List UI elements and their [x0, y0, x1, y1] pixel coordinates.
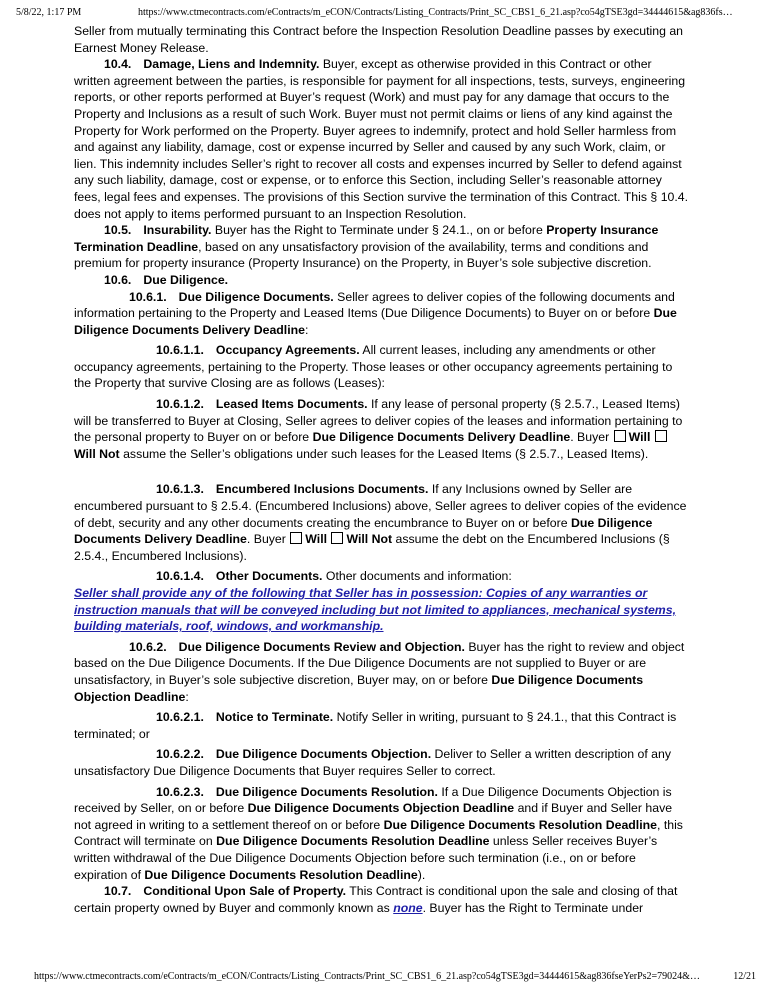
- section-10-4: [74, 56, 690, 222]
- intro-paragraph: Seller from mutually terminating this Contract before the Inspection Resolution Deadline passes by executing an Earnest Money Release.: [74, 24, 684, 55]
- section-10-6: [74, 272, 690, 289]
- section-text: ).: [417, 867, 426, 882]
- section-text: unless Seller receives Buyer’s written withdrawal of the Due Diligence Documents Objection before such termination (i.e., on or before expiration of: [74, 834, 658, 882]
- section-title: Notice to Terminate.: [215, 710, 334, 725]
- section-10-6-1: [74, 289, 690, 339]
- section-10-6-1-3: [74, 481, 690, 564]
- contract-body: [74, 23, 690, 916]
- section-title: Encumbered Inclusions Documents.: [215, 482, 429, 497]
- section-title: Due Diligence Documents Resolution.: [215, 784, 438, 799]
- section-10-6-2-2: [74, 746, 690, 779]
- section-text: Seller agrees to deliver copies of the following documents and information pertaining to the Property and Leased Items (Due Diligence Documents) to Buyer on or before: [74, 289, 675, 321]
- section-text: , this Contract will terminate on: [74, 817, 683, 849]
- will-not-checkbox[interactable]: [655, 430, 667, 442]
- section-text: If any lease of personal property (§ 2.5.7., Leased Items) will be transferred to Buyer at Closing, Seller agrees to deliver copies of the leases and information pertaining to the personal property to Buyer on or before: [74, 397, 683, 445]
- property-address-link[interactable]: none: [393, 900, 423, 915]
- section-text: , based on any unsatisfactory provision of the availability, terms and conditions and premium for property insurance (Property Insurance) on the Property, in Buyer’s sole subjective discretion.: [74, 239, 652, 271]
- section-10-6-2-3: [74, 784, 690, 884]
- section-number: 10.6.: [104, 272, 132, 287]
- print-footer-url: https://www.ctmecontracts.com/eContracts/m_eCON/Contracts/Listing_Contracts/Print_SC_CBS1_6_21.asp?co54gTSE3gd=34444615&ag836fseYerPs2=79024&…: [34, 971, 700, 982]
- section-number: 10.6.1.4.: [156, 569, 204, 584]
- section-title: Conditional Upon Sale of Property.: [143, 884, 347, 899]
- print-datetime: 5/8/22, 1:17 PM: [16, 7, 82, 18]
- will-not-label: Will Not: [74, 446, 120, 461]
- section-number: 10.6.2.3.: [156, 784, 204, 799]
- deadline-term: Due Diligence Documents Objection Deadline: [247, 801, 515, 816]
- deadline-term: Property Insurance Termination Deadline: [74, 223, 659, 254]
- section-text: :: [185, 689, 189, 704]
- section-text: If a Due Diligence Documents Objection is received by Seller, on or before: [74, 784, 672, 816]
- section-text: If any Inclusions owned by Seller are encumbered pursuant to § 2.5.4. (Encumbered Inclusions) above, Seller agrees to deliver copies of the evidence of debt, security and any other documents creating the encumbrance to Buyer on or before: [74, 482, 687, 530]
- deadline-term: Due Diligence Documents Objection Deadline: [74, 672, 644, 704]
- will-checkbox[interactable]: [614, 430, 626, 442]
- section-text: Notify Seller in writing, pursuant to § 24.1., that this Contract is terminated; or: [74, 710, 677, 741]
- section-number: 10.6.1.: [129, 289, 167, 304]
- will-checkbox[interactable]: [290, 532, 302, 544]
- section-title: Leased Items Documents.: [215, 397, 368, 412]
- section-text: assume the debt on the Encumbered Inclusions (§ 2.5.4., Encumbered Inclusions).: [74, 532, 670, 563]
- section-10-6-1-4: [74, 568, 690, 585]
- section-title: Due Diligence Documents Objection.: [215, 747, 432, 762]
- section-title: Due Diligence Documents.: [178, 289, 334, 304]
- deadline-term: Due Diligence Documents Delivery Deadline: [74, 306, 677, 337]
- print-footer: [34, 971, 756, 985]
- section-10-6-1-1: [74, 342, 690, 392]
- section-text: Other documents and information:: [325, 569, 512, 584]
- section-title: Insurability.: [143, 223, 212, 238]
- section-10-6-2-1: [74, 709, 690, 742]
- section-title: Other Documents.: [215, 569, 323, 584]
- deadline-term: Due Diligence Documents Delivery Deadline: [312, 430, 571, 445]
- other-documents-entry: [74, 585, 690, 635]
- will-not-checkbox[interactable]: [331, 532, 343, 544]
- other-documents-link[interactable]: Seller shall provide any of the following that Seller has in possession: Copies of any warranties or instruction manuals that will be conveyed including but not limited to appliances, mechanical systems, building materials, roof, windows, and workmanship.: [74, 586, 676, 634]
- section-number: 10.6.2.1.: [156, 710, 204, 725]
- section-10-7: [74, 883, 690, 916]
- section-text: This Contract is conditional upon the sale and closing of that certain property owned by Buyer and commonly known as: [74, 884, 678, 915]
- section-number: 10.4.: [104, 57, 132, 72]
- section-number: 10.6.2.: [129, 639, 167, 654]
- section-text: and if Buyer and Seller have not agreed in writing to a settlement thereof on or before: [74, 801, 673, 832]
- section-number: 10.6.1.1.: [156, 343, 204, 358]
- section-number: 10.7.: [104, 884, 132, 899]
- section-text: . Buyer: [570, 430, 610, 445]
- section-number: 10.5.: [104, 223, 132, 238]
- deadline-term: Due Diligence Documents Delivery Deadline: [74, 515, 653, 547]
- section-title: Occupancy Agreements.: [215, 343, 360, 358]
- section-title: Damage, Liens and Indemnity.: [143, 57, 320, 72]
- deadline-term: Due Diligence Documents Resolution Deadline: [383, 817, 657, 832]
- will-not-label: Will Not: [346, 532, 393, 547]
- section-number: 10.6.1.3.: [156, 482, 204, 497]
- deadline-term: Due Diligence Documents Resolution Deadline: [216, 834, 490, 849]
- section-text: Deliver to Seller a written description of any unsatisfactory Due Diligence Documents that Buyer requires Seller to correct.: [74, 747, 672, 778]
- section-text: Buyer has the Right to Terminate under § 24.1., on or before: [214, 223, 543, 238]
- section-number: 10.6.1.2.: [156, 397, 204, 412]
- section-text: . Buyer: [246, 532, 286, 547]
- section-text: :: [305, 322, 309, 337]
- section-title: Due Diligence.: [143, 272, 229, 287]
- section-title: Due Diligence Documents Review and Objection.: [178, 639, 465, 654]
- section-10-6-1-2: [74, 396, 690, 462]
- will-label: Will: [628, 430, 651, 445]
- section-text: Buyer, except as otherwise provided in this Contract or other written agreement between the parties, is responsible for payment for all inspections, tests, surveys, engineering reports, or other reports performed at Buyer’s request (Work) and must pay for any damage that occurs to the Property and Inclusions as a result of such Work. Buyer must not permit claims or liens of any kind against the Property for Work performed on the Property. Buyer agrees to indemnify, protect and hold Seller harmless from and against any liability, damage, cost or expense incurred by Seller and caused by any such Work, claim, or lien. This indemnity includes Seller’s right to recover all costs and expenses incurred by Seller to defend against any such liability, damage, cost or expense, or to enforce this Section, including Seller’s reasonable attorney fees, legal fees and expenses. The provisions of this Section survive the termination of this Contract. This § 10.4. does not apply to items performed pursuant to an Inspection Resolution.: [74, 57, 689, 221]
- section-text: All current leases, including any amendments or other occupancy agreements, pertaining to the Property. Those leases or other occupancy agreements pertaining to the Property that survive Closing are as follows (Leases):: [74, 343, 673, 391]
- print-header: [16, 7, 756, 21]
- deadline-term: Due Diligence Documents Resolution Deadline: [144, 867, 418, 882]
- will-label: Will: [305, 532, 328, 547]
- section-10-5: [74, 222, 690, 272]
- section-text: . Buyer has the Right to Terminate under: [422, 900, 644, 915]
- section-text: assume the Seller’s obligations under such leases for the Leased Items (§ 2.5.7., Leased Items).: [123, 446, 649, 461]
- section-text: Buyer has the right to review and object based on the Due Diligence Documents. If the Due Diligence Documents are not supplied to Buyer or are unsatisfactory, in Buyer’s sole subjective discretion, Buyer may, on or before: [74, 639, 685, 687]
- section-10-6-2: [74, 639, 690, 705]
- page-number: 12/21: [733, 971, 756, 982]
- section-number: 10.6.2.2.: [156, 747, 204, 762]
- print-header-url: https://www.ctmecontracts.com/eContracts/m_eCON/Contracts/Listing_Contracts/Print_SC_CBS1_6_21.asp?co54gTSE3gd=34444615&ag836fs…: [138, 7, 733, 18]
